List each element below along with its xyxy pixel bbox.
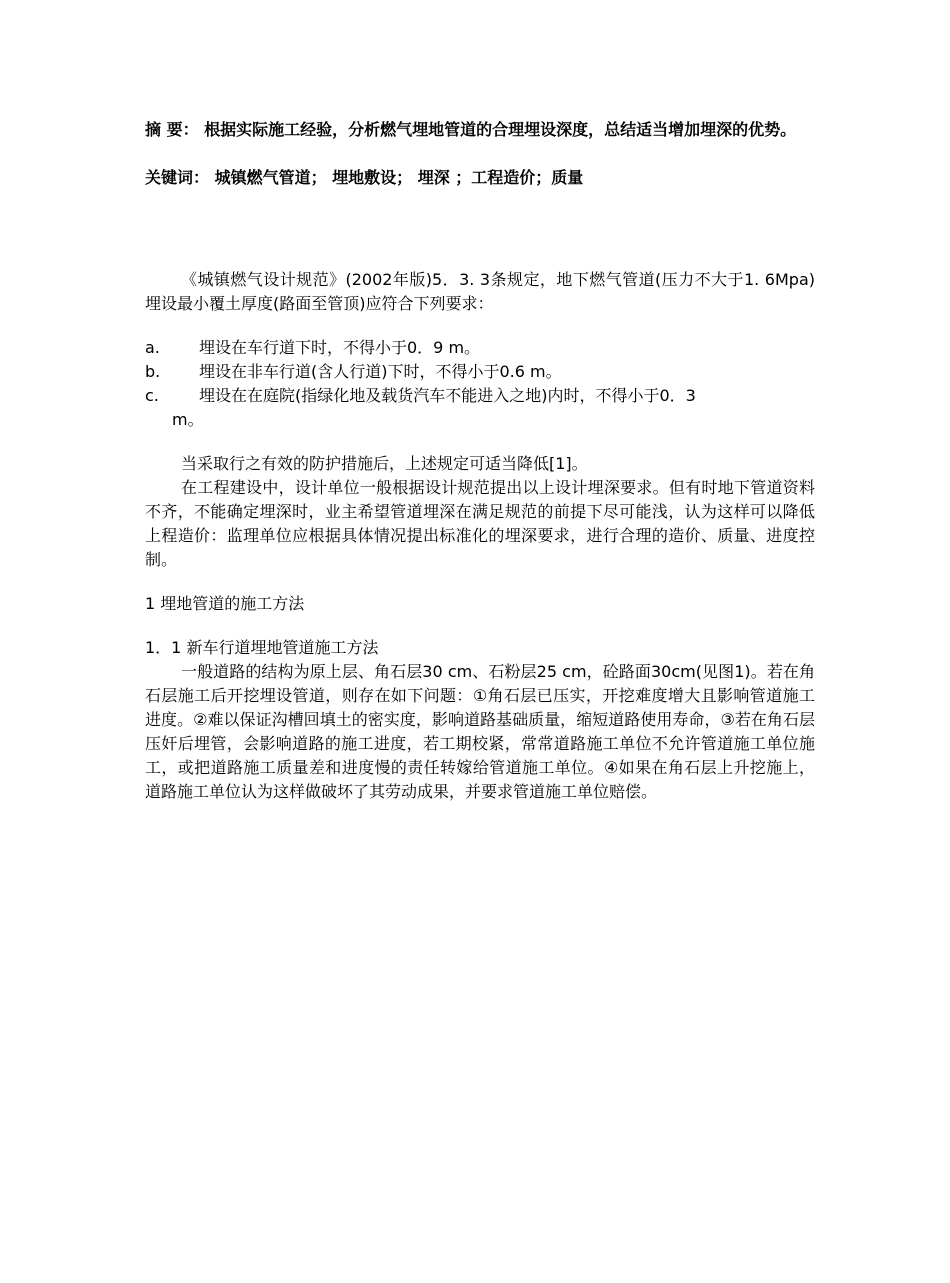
list-marker: b. bbox=[145, 362, 161, 381]
paragraph: 当采取行之有效的防护措施后，上述规定可适当降低[1]。 bbox=[181, 454, 588, 473]
keywords bbox=[145, 166, 815, 190]
list-item bbox=[145, 336, 815, 360]
list-marker: c. bbox=[145, 386, 159, 405]
list-item-text: 埋设在车行道下时，不得小于0．9 m。 bbox=[199, 338, 481, 357]
subsection-heading: 1．1 新车行道埋地管道施工方法 bbox=[145, 638, 379, 657]
abstract-label: 摘 要： bbox=[145, 120, 199, 139]
abstract bbox=[145, 118, 815, 142]
paragraph: 在工程建设中，设计单位一般根据设计规范提出以上设计埋深要求。但有时地下管道资料不齐，不能确定埋深时，业主希望管道埋深在满足规范的前提下尽可能浅，认为这样可以降低上程造价：监理单位应根据具体情况提出标准化的埋深要求，进行合理的造价、质量、进度控制。 bbox=[145, 478, 815, 569]
list-item bbox=[145, 360, 815, 384]
requirements-list bbox=[145, 336, 815, 432]
list-marker: a. bbox=[145, 338, 160, 357]
list-item-continuation: m。 bbox=[172, 410, 204, 429]
intro-paragraph: 《城镇燃气设计规范》(2002年版)5．3. 3条规定，地下燃气管道(压力不大于1. 6Mpa)埋设最小覆土厚度(路面至管顶)应符合下列要求： bbox=[145, 270, 815, 313]
list-item-text: 埋设在非车行道(含人行道)下时，不得小于0.6 m。 bbox=[199, 362, 562, 381]
keywords-label: 关键词： bbox=[145, 168, 210, 187]
list-item bbox=[145, 384, 815, 432]
document-page bbox=[145, 118, 815, 804]
abstract-text: 根据实际施工经验，分析燃气埋地管道的合理埋设深度，总结适当增加埋深的优势。 bbox=[198, 120, 797, 139]
section-heading: 1 埋地管道的施工方法 bbox=[145, 594, 305, 613]
keywords-text: 城镇燃气管道； 埋地敷设； 埋深 ；工程造价；质量 bbox=[209, 168, 584, 187]
list-item-text: 埋设在在庭院(指绿化地及载货汽车不能进入之地)内时，不得小于0．3 bbox=[199, 386, 696, 405]
paragraph: 一般道路的结构为原上层、角石层30 cm、石粉层25 cm，砼路面30cm(见图1)。若在角石层施工后开挖埋设管道，则存在如下问题：①角石层已压实，开挖难度增大且影响管道施工进度。②难以保证沟槽回填土的密实度，影响道路基础质量，缩短道路使用寿命，③若在角石层压奸后埋管，会影响道路的施工进度，若工期校紧，常常道路施工单位不允许管道施工单位施工，或把道路施工质量差和进度慢的责任转嫁给管道施工单位。④如果在角石层上升挖施上，道路施工单位认为这样做破坏了其劳动成果，并要求管道施工单位赔偿。 bbox=[145, 662, 815, 801]
